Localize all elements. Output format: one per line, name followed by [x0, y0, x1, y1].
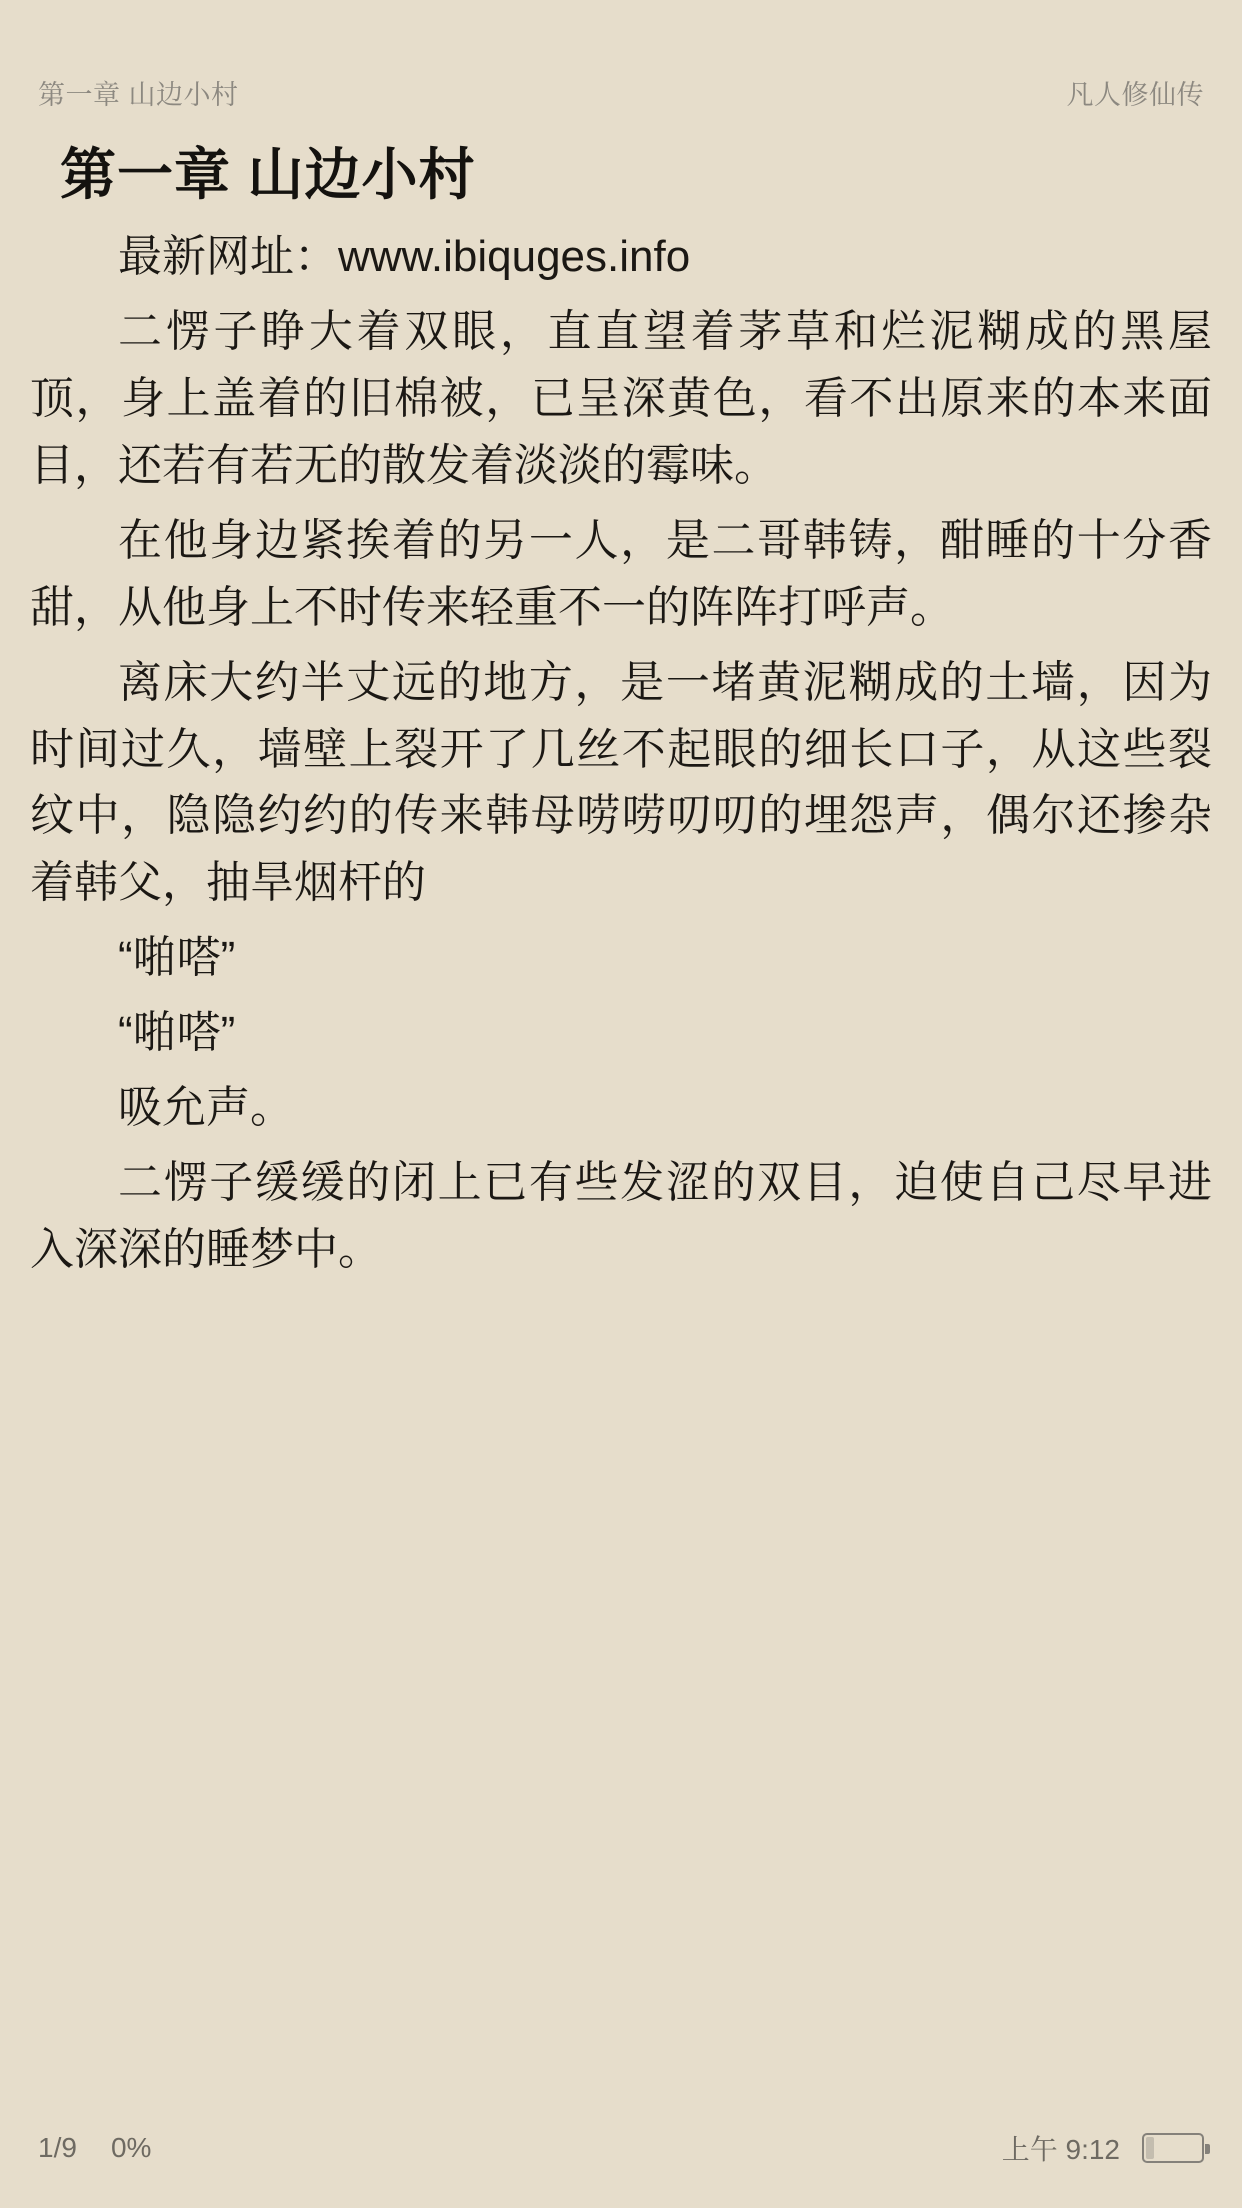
paragraph-4: “啪嗒” — [118, 933, 236, 983]
page-indicator: 1/9 — [38, 2132, 77, 2163]
progress-percent: 0% — [110, 2132, 152, 2163]
clock-label: 上午 9:12 — [1001, 2134, 1120, 2165]
reader-footer — [0, 2088, 1242, 2208]
reader-content[interactable] — [0, 136, 1242, 2068]
page-title: 第一章 山边小村 — [60, 143, 476, 206]
battery-icon — [1142, 2133, 1204, 2163]
paragraph-0: 最新网址：www.ibiquges.info — [118, 232, 691, 282]
header-chapter-label: 第一章 山边小村 — [38, 79, 239, 110]
footer-system-status — [1002, 2128, 1204, 2168]
footer-status — [38, 2132, 151, 2164]
paragraph-2: 在他身边紧挨着的另一人，是二哥韩铸，酣睡的十分香甜，从他身上不时传来轻重不一的阵阵打呼声。 — [30, 515, 1212, 632]
reader-header — [0, 72, 1242, 112]
paragraph-3: 离床大约半丈远的地方，是一堵黄泥糊成的土墙，因为时间过久，墙壁上裂开了几丝不起眼的细长口子，从这些裂纹中，隐隐约约的传来韩母唠唠叨叨的埋怨声，偶尔还掺杂着韩父，抽旱烟杆的 — [30, 657, 1212, 908]
paragraph-5: “啪嗒” — [118, 1008, 236, 1058]
paragraph-7: 二愣子缓缓的闭上已有些发涩的双目，迫使自己尽早进入深深的睡梦中。 — [30, 1157, 1212, 1274]
header-book-title: 凡人修仙传 — [1066, 79, 1204, 110]
battery-fill — [1146, 2137, 1154, 2159]
paragraph-6: 吸允声。 — [118, 1082, 294, 1132]
paragraph-1: 二愣子睁大着双眼，直直望着茅草和烂泥糊成的黑屋顶，身上盖着的旧棉被，已呈深黄色，看不出原来的本来面目，还若有若无的散发着淡淡的霉味。 — [30, 307, 1212, 491]
